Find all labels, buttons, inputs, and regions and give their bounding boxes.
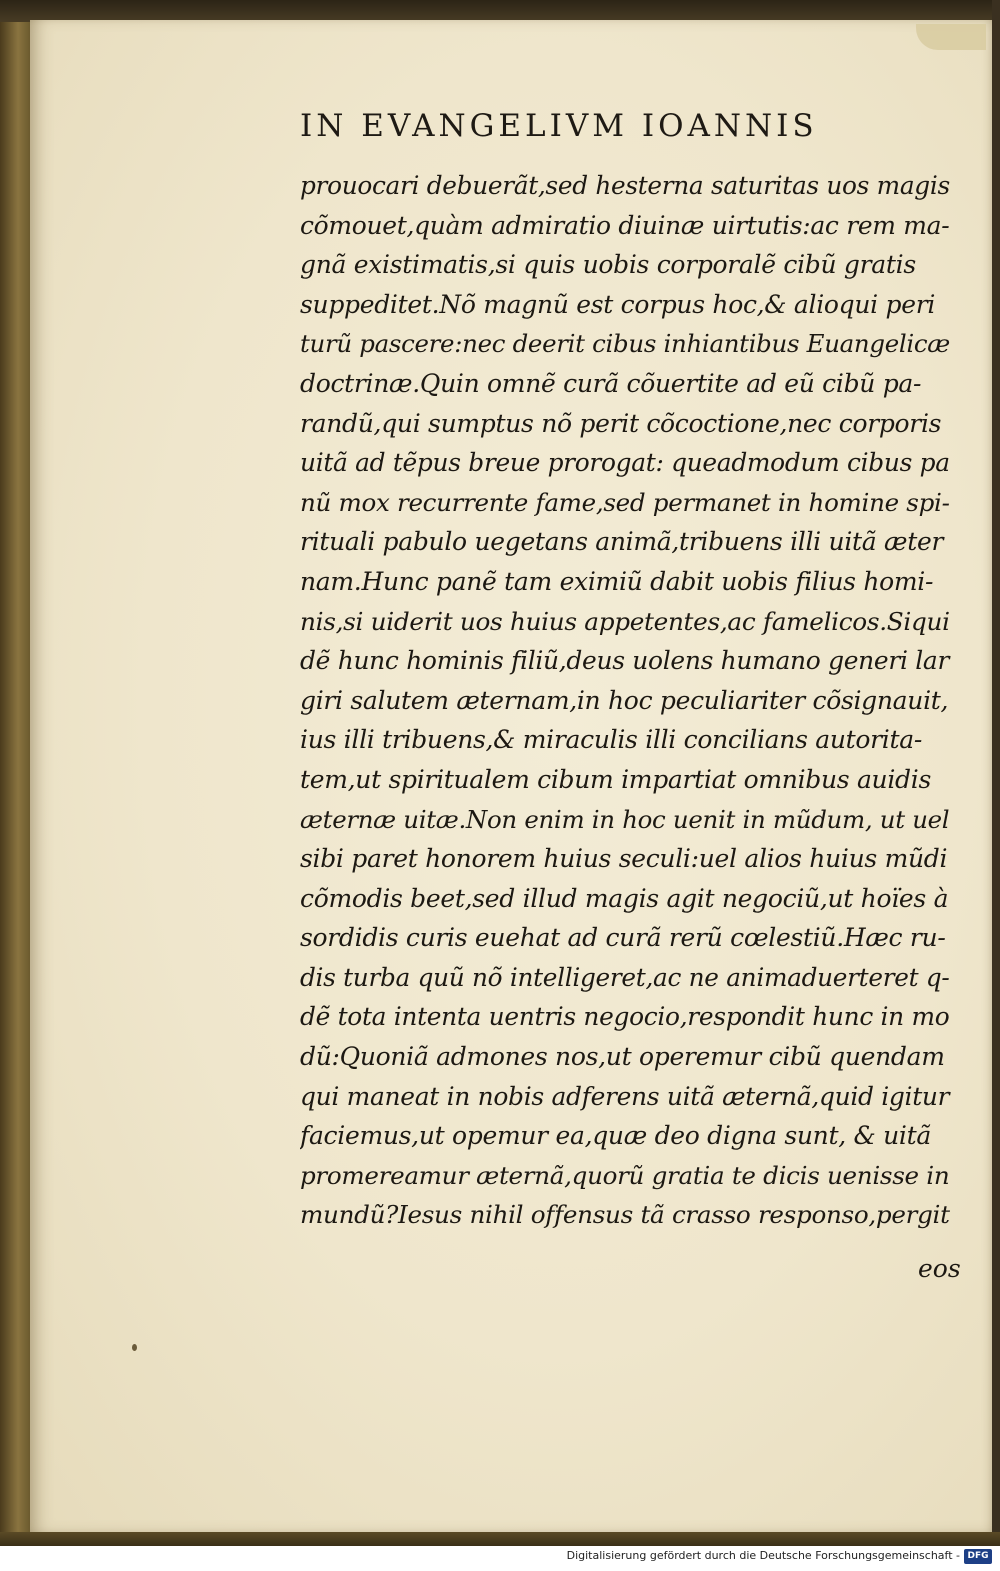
text-line: sibi paret honorem huius seculi:uel alios huius mũdi — [300, 844, 948, 874]
funding-note: Digitalisierung gefördert durch die Deutsche Forschungsgemeinschaft - — [566, 1549, 960, 1562]
text-line: sordidis curis euehat ad curã rerũ cœlestiũ.Hæc ru- — [300, 923, 946, 953]
text-line: dẽ hunc hominis filiũ,deus uolens humano generi lar — [300, 646, 950, 676]
text-line: æternæ uitæ.Non enim in hoc uenit in mũdum, ut uel — [300, 804, 950, 834]
text-line: dis turba quũ nõ intelligeret,ac ne animaduerteret q- — [300, 962, 950, 992]
text-line: gnã existimatis,si quis uobis corporalẽ cibũ gratis — [300, 250, 916, 280]
text-line: ius illi tribuens,& miraculis illi concilians autorita- — [300, 725, 923, 755]
text-line: nam.Hunc panẽ tam eximiũ dabit uobis filius homi- — [300, 566, 934, 596]
text-line: cõmouet,quàm admiratio diuinæ uirtutis:ac rem ma- — [300, 210, 950, 240]
text-line: randũ,qui sumptus nõ perit cõcoctione,nec corporis — [300, 408, 942, 438]
text-line: giri salutem æternam,in hoc peculiariter cõsignauit, — [300, 685, 949, 715]
book-cover-left-edge — [0, 22, 30, 1540]
text-line: qui maneat in nobis adferens uitã æternã,quid igitur — [300, 1081, 950, 1111]
book-cover-bottom-edge — [0, 1532, 1000, 1546]
book-cover-right-edge — [992, 0, 1000, 1546]
dfg-logo-icon: DFG — [964, 1549, 992, 1564]
text-line: doctrinæ.Quin omnẽ curã cõuertite ad eũ cibũ pa- — [300, 368, 922, 398]
text-line: nis,si uiderit uos huius appetentes,ac famelicos.Siqui — [300, 606, 950, 636]
text-line: suppeditet.Nõ magnũ est corpus hoc,& alioqui peri — [300, 289, 936, 319]
catchword: eos — [918, 1254, 961, 1283]
running-head: IN EVANGELIVM IOANNIS — [300, 108, 818, 144]
text-line: prouocari debuerãt,sed hesterna saturitas uos magis — [300, 171, 950, 200]
text-line: nũ mox recurrente fame,sed permanet in homine spi- — [300, 487, 950, 517]
text-line: turũ pascere:nec deerit cibus inhiantibus Euangelicæ — [300, 329, 950, 359]
text-line: uitã ad tẽpus breue prorogat: queadmodum cibus pa — [300, 448, 950, 478]
text-line: cõmodis beet,sed illud magis agit negociũ,ut hoïes à — [300, 883, 949, 913]
paper-speck — [132, 1344, 137, 1351]
page-corner-wear — [916, 24, 986, 50]
text-line: dẽ tota intenta uentris negocio,respondit hunc in mo — [300, 1002, 950, 1032]
text-line: faciemus,ut opemur ea,quæ deo digna sunt, & uitã — [300, 1121, 931, 1151]
text-line: mundũ?Iesus nihil offensus tã crasso responso,pergit — [300, 1200, 950, 1230]
text-line: tem,ut spiritualem cibum impartiat omnibus auidis — [300, 764, 931, 794]
body-text — [300, 166, 962, 1235]
text-line: promereamur æternã,quorũ gratia te dicis uenisse in — [300, 1160, 950, 1190]
text-line: dũ:Quoniã admones nos,ut operemur cibũ quendam — [300, 1042, 945, 1072]
text-line: rituali pabulo uegetans animã,tribuens illi uitã æter — [300, 527, 944, 557]
